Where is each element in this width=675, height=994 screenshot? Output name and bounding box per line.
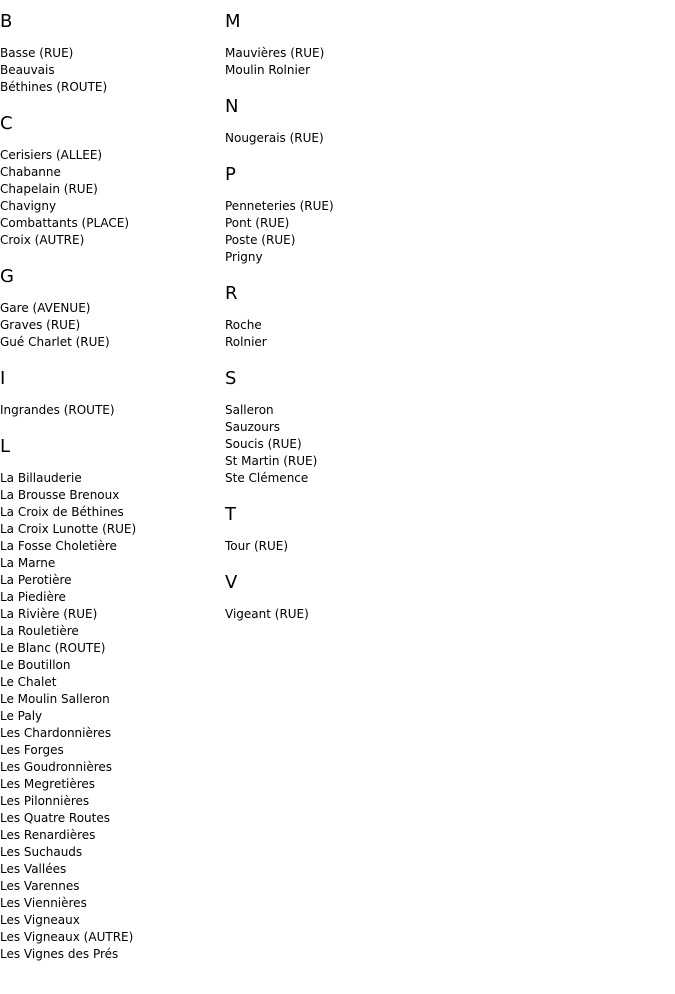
street-link[interactable]: Mauvières (RUE)	[225, 46, 325, 60]
street-link[interactable]: Les Varennes	[0, 879, 80, 893]
street-list	[225, 402, 485, 487]
street-link[interactable]: Croix (AUTRE)	[0, 233, 85, 247]
street-link[interactable]: Les Pilonnières	[0, 794, 90, 808]
street-link[interactable]: Les Quatre Routes	[0, 811, 110, 825]
section-i	[0, 368, 225, 419]
street-link[interactable]: Chavigny	[0, 199, 57, 213]
street-link[interactable]: La Rouletière	[0, 624, 79, 638]
street-link[interactable]: Ste Clémence	[225, 471, 309, 485]
street-link[interactable]: Nougerais (RUE)	[225, 131, 324, 145]
street-list	[225, 317, 485, 351]
street-link[interactable]: Les Chardonnières	[0, 726, 112, 740]
street-link[interactable]: Tour (RUE)	[225, 539, 289, 553]
street-list	[225, 198, 485, 266]
street-link[interactable]: La Marne	[0, 556, 56, 570]
street-link[interactable]: La Perotière	[0, 573, 72, 587]
section-letter: L	[0, 436, 11, 457]
street-link[interactable]: Chabanne	[0, 165, 61, 179]
street-link[interactable]: La Rivière (RUE)	[0, 607, 98, 621]
street-link[interactable]: Ingrandes (ROUTE)	[0, 403, 115, 417]
street-index-right-column	[225, 11, 485, 623]
section-p	[225, 164, 485, 266]
section-letter: M	[225, 11, 241, 32]
section-s	[225, 368, 485, 487]
street-link[interactable]: Les Megretières	[0, 777, 96, 791]
section-letter: S	[225, 368, 237, 389]
section-m	[225, 11, 485, 79]
street-link[interactable]: Penneteries (RUE)	[225, 199, 334, 213]
section-letter: I	[0, 368, 6, 389]
street-link[interactable]: Soucis (RUE)	[225, 437, 302, 451]
street-link[interactable]: St Martin (RUE)	[225, 454, 318, 468]
section-r	[225, 283, 485, 351]
street-link[interactable]: La Brousse Brenoux	[0, 488, 120, 502]
street-link[interactable]: Combattants (PLACE)	[0, 216, 130, 230]
street-link[interactable]: Les Forges	[0, 743, 64, 757]
street-list	[225, 130, 485, 147]
street-link[interactable]: Les Vigneaux	[0, 913, 80, 927]
street-link[interactable]: Sauzours	[225, 420, 281, 434]
section-letter: B	[0, 11, 13, 32]
street-link[interactable]: La Billauderie	[0, 471, 82, 485]
street-link[interactable]: Chapelain (RUE)	[0, 182, 98, 196]
street-link[interactable]: La Piedière	[0, 590, 66, 604]
street-link[interactable]: Le Chalet	[0, 675, 57, 689]
street-link[interactable]: Les Viennières	[0, 896, 87, 910]
street-list	[0, 300, 225, 351]
street-link[interactable]: Roche	[225, 318, 262, 332]
street-link[interactable]: Cerisiers (ALLEE)	[0, 148, 103, 162]
section-g	[0, 266, 225, 351]
street-link[interactable]: Poste (RUE)	[225, 233, 296, 247]
section-letter: T	[225, 504, 236, 525]
street-link[interactable]: Les Vigneaux (AUTRE)	[0, 930, 134, 944]
street-list	[225, 606, 485, 623]
section-letter: N	[225, 96, 239, 117]
street-link[interactable]: Gué Charlet (RUE)	[0, 335, 110, 349]
street-link[interactable]: Les Renardières	[0, 828, 96, 842]
street-link[interactable]: Graves (RUE)	[0, 318, 81, 332]
street-link[interactable]: Basse (RUE)	[0, 46, 74, 60]
street-list	[0, 470, 225, 963]
section-v	[225, 572, 485, 623]
street-link[interactable]: Les Vallées	[0, 862, 67, 876]
section-letter: R	[225, 283, 238, 304]
street-link[interactable]: Moulin Rolnier	[225, 63, 311, 77]
street-link[interactable]: Le Moulin Salleron	[0, 692, 110, 706]
street-link[interactable]: Gare (AVENUE)	[0, 301, 91, 315]
section-l	[0, 436, 225, 963]
street-link[interactable]: Les Goudronnières	[0, 760, 113, 774]
street-list	[0, 147, 225, 249]
section-n	[225, 96, 485, 147]
street-list	[0, 45, 225, 96]
section-c	[0, 113, 225, 249]
section-b	[0, 11, 225, 96]
street-link[interactable]: Vigeant (RUE)	[225, 607, 309, 621]
street-link[interactable]: Béthines (ROUTE)	[0, 80, 108, 94]
street-link[interactable]: Le Blanc (ROUTE)	[0, 641, 106, 655]
street-list	[225, 538, 485, 555]
section-letter: C	[0, 113, 13, 134]
street-list	[225, 45, 485, 79]
section-letter: V	[225, 572, 238, 593]
street-link[interactable]: La Croix de Béthines	[0, 505, 124, 519]
section-letter: P	[225, 164, 236, 185]
street-index-left-column	[0, 11, 225, 963]
street-link[interactable]: La Fosse Choletière	[0, 539, 117, 553]
street-link[interactable]: Rolnier	[225, 335, 267, 349]
street-link[interactable]: Beauvais	[0, 63, 55, 77]
section-t	[225, 504, 485, 555]
street-link[interactable]: Les Vignes des Prés	[0, 947, 119, 961]
street-link[interactable]: Prigny	[225, 250, 263, 264]
street-link[interactable]: Le Paly	[0, 709, 43, 723]
street-link[interactable]: Le Boutillon	[0, 658, 71, 672]
street-list	[0, 402, 225, 419]
street-link[interactable]: Salleron	[225, 403, 274, 417]
street-link[interactable]: Pont (RUE)	[225, 216, 290, 230]
street-link[interactable]: La Croix Lunotte (RUE)	[0, 522, 137, 536]
section-letter: G	[0, 266, 14, 287]
street-link[interactable]: Les Suchauds	[0, 845, 83, 859]
